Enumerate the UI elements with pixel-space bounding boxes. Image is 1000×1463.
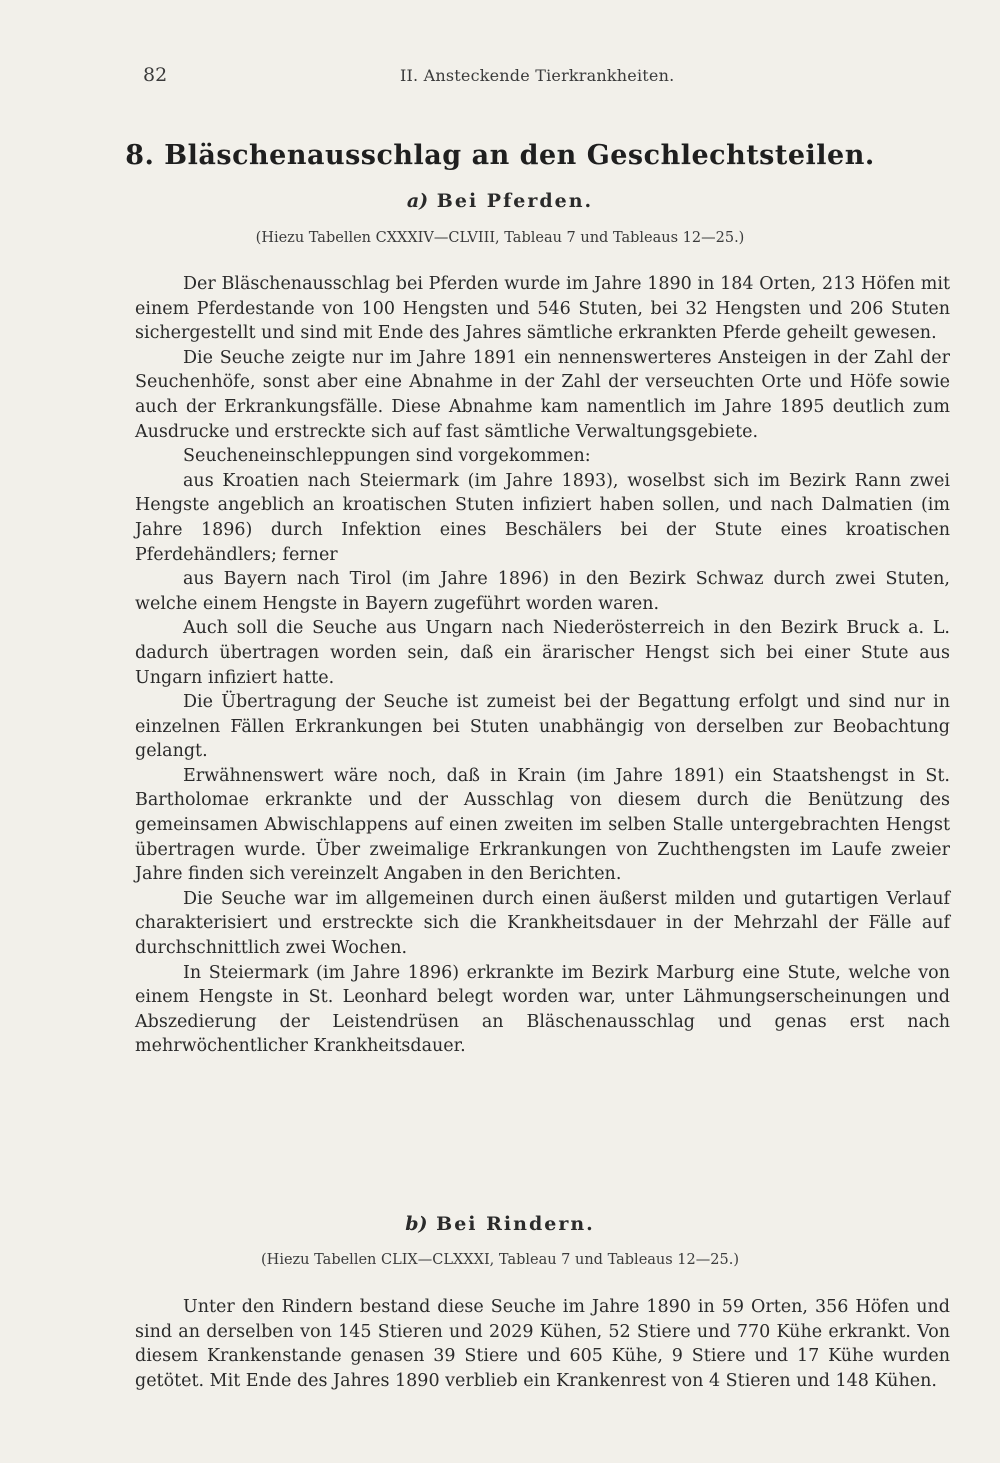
section-a-title-text: Bei Pferden. [436, 190, 594, 212]
running-header [0, 64, 1000, 90]
paragraph: Die Seuche war im allgemeinen durch einen äußerst milden und gutartigen Verlauf charakterisiert und erstreckte sich die Krankheitsdauer in der Mehrzahl der Fälle auf durchschnittlich zwei Wochen. [135, 888, 950, 959]
paragraph: Die Seuche zeigte nur im Jahre 1891 ein nennenswerteres Ansteigen in der Zahl der Seuchenhöfe, sonst aber eine Abnahme in der Zahl der verseuchten Orte und Höfe sowie auch der Erkrankungsfälle. Diese Abnahme kam namentlich im Jahre 1895 deutlich zum Ausdrucke und erstreckte sich auf fast sämtliche Verwaltungsgebiete. [135, 347, 950, 442]
running-title: II. Ansteckende Tierkrankheiten. [400, 66, 675, 85]
paragraph: Der Bläschenausschlag bei Pferden wurde im Jahre 1890 in 184 Orten, 213 Höfen mit einem Pferdestande von 100 Hengsten und 546 Stuten, bei 32 Hengsten und 206 Stuten sichergestellt und sind mit Ende des Jahres sämtliche erkrankten Pferde geheilt gewesen. [135, 274, 950, 344]
paragraph: Unter den Rindern bestand diese Seuche im Jahre 1890 in 59 Orten, 356 Höfen und sind an derselben von 145 Stieren und 2029 Kühen, 52 Stiere und 770 Kühe erkrankt. Von diesem Krankenstande genasen 39 Stiere und 605 Kühe, 9 Stiere und 17 Kühe wurden getötet. Mit Ende des Jahres 1890 verblieb ein Krankenrest von 4 Stieren und 148 Kühen. [135, 1297, 950, 1391]
paragraph: Die Übertragung der Seuche ist zumeist bei der Begattung erfolgt und sind nur in einzelnen Fällen Erkrankungen bei Stuten unabhängig von derselben zur Beobachtung gelangt. [135, 692, 950, 762]
paragraph: Erwähnenswert wäre noch, daß in Krain (im Jahre 1891) ein Staatshengst in St. Bartholomae erkrankte und der Ausschlag von diesem durch die Benützung des gemeinsamen Abwischlappens auf einen zweiten im selben Stalle untergebrachten Hengst übertragen wurde. Über zweimalige Erkrankungen von Zuchthengsten im Laufe zweier Jahre finden sich vereinzelt Angaben in den Berichten. [135, 765, 950, 885]
section-a-reference: (Hiezu Tabellen CXXXIV—CLVIII, Tableau 7 und Tableaus 12—25.) [255, 230, 745, 246]
section-a-mark: a) [406, 190, 429, 212]
section-a-body [135, 272, 950, 1059]
section-b-body [135, 1295, 950, 1393]
section-a-title [0, 190, 1000, 212]
paragraph: aus Kroatien nach Steiermark (im Jahre 1893), woselbst sich im Bezirk Rann zwei Hengste angeblich an kroatischen Stuten infiziert haben sollen, und nach Dalmatien (im Jahre 1896) durch Infektion eines Beschälers bei der Stute eines kroatischen Pferdehändlers; ferner [135, 470, 950, 565]
section-b-title [0, 1213, 1000, 1235]
paragraph: Seucheneinschleppungen sind vorgekommen: [183, 446, 591, 467]
page-number: 82 [143, 64, 168, 86]
section-b-title-text: Bei Rindern. [436, 1213, 595, 1235]
paragraph: Auch soll die Seuche aus Ungarn nach Niederösterreich in den Bezirk Bruck a. L. dadurch übertragen worden sein, daß ein ärarischer Hengst sich bei einer Stute aus Ungarn infiziert hatte. [135, 618, 950, 688]
paragraph: aus Bayern nach Tirol (im Jahre 1896) in den Bezirk Schwaz durch zwei Stuten, welche einem Hengste in Bayern zugeführt worden waren. [135, 569, 950, 614]
section-b-mark: b) [405, 1213, 428, 1235]
chapter-title: 8. Bläschenausschlag an den Geschlechtsteilen. [125, 140, 875, 171]
paragraph: In Steiermark (im Jahre 1896) erkrankte im Bezirk Marburg eine Stute, welche von einem Hengste in St. Leonhard belegt worden war, unter Lähmungserscheinungen und Abszedierung der Leistendrüsen an Bläschenausschlag und genas erst nach mehrwöchentlicher Krankheitsdauer. [135, 962, 950, 1057]
section-b-reference: (Hiezu Tabellen CLIX—CLXXXI, Tableau 7 und Tableaus 12—25.) [261, 1252, 739, 1268]
